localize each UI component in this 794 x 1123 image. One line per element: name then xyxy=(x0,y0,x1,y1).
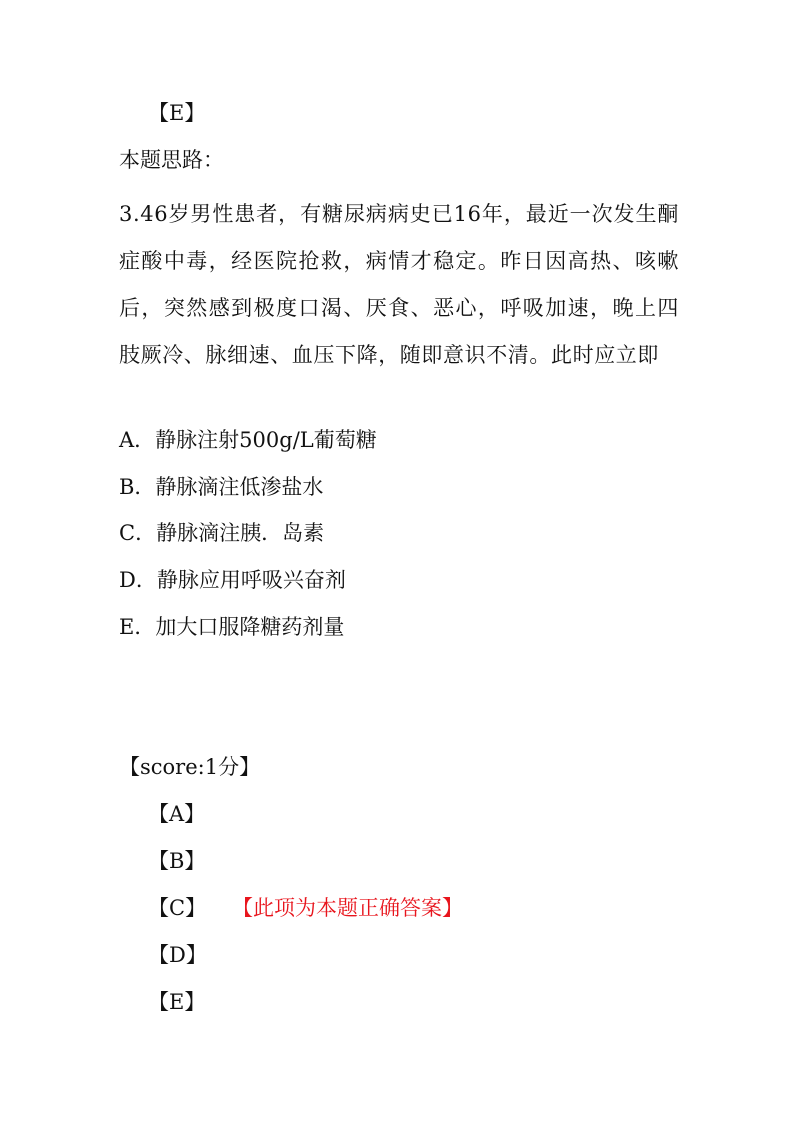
answer-marker-a: 【A】 xyxy=(148,802,206,826)
answer-marker-b: 【B】 xyxy=(148,849,206,873)
option-b[interactable]: B．静脉滴注低渗盐水 xyxy=(119,475,324,499)
option-d[interactable]: D．静脉应用呼吸兴奋剂 xyxy=(119,568,346,592)
option-e[interactable]: E．加大口服降糖药剂量 xyxy=(119,615,345,639)
question-text: 3.46岁男性患者，有糖尿病病史已16年，最近一次发生酮症酸中毒，经医院抢救，病情才稳定。昨日因高热、咳嗽后，突然感到极度口渴、厌食、恶心，呼吸加速，晚上四肢厥冷、脉细速、血压下降，随即意识不清。此时应立即 xyxy=(119,202,679,367)
option-c[interactable]: C．静脉滴注胰．岛素 xyxy=(119,521,325,545)
previous-answer-marker: 【E】 xyxy=(148,101,206,125)
answer-marker-d: 【D】 xyxy=(148,943,207,967)
answer-marker-c: 【C】 xyxy=(148,896,207,920)
answer-marker-e: 【E】 xyxy=(148,990,206,1014)
correct-answer-note: 【此项为本题正确答案】 xyxy=(232,896,463,920)
option-a[interactable]: A．静脉注射500g/L葡萄糖 xyxy=(119,428,377,452)
score-label: 【score:1分】 xyxy=(119,755,261,779)
rationale-label: 本题思路： xyxy=(119,148,224,172)
